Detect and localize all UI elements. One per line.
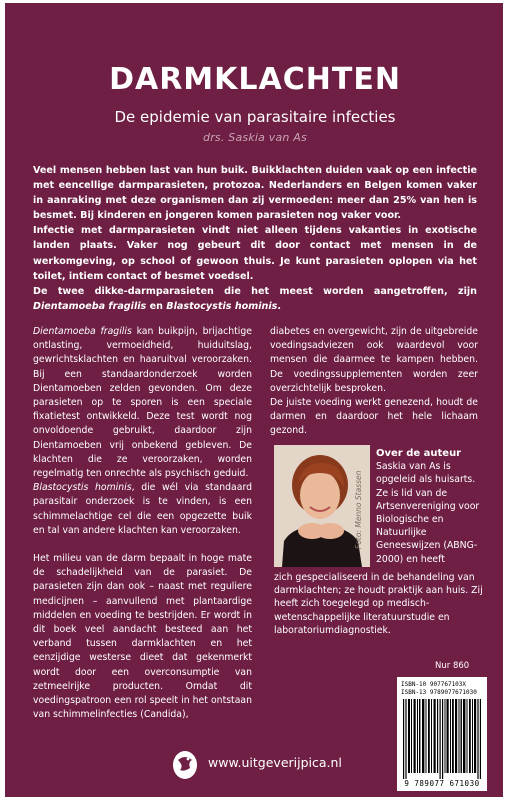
nur-code: Nur 860 — [435, 661, 470, 671]
intro-p3-and: en — [146, 300, 167, 312]
intro-p3-text: De twee dikke-darmparasieten die het meest worden aangetroffen, zijn — [33, 285, 477, 297]
paragraph-gap — [33, 538, 252, 552]
publisher-website-link[interactable]: www.uitgeverijpica.nl — [208, 755, 342, 770]
intro-p3-species-2: Blastocystis hominis — [166, 300, 278, 312]
photo-credit: Foto: Menno Stassen — [354, 470, 363, 550]
isbn-13: ISBN-13 9789077671030 — [401, 689, 477, 696]
left-p2-text: , die wél via standaard parasitair onderzoek is te vinden, is een schimmelachtige cel die een opgezette buik en tal van andere klachten kan veroorzaken. — [33, 482, 253, 536]
species-blastocystis: Blastocystis hominis — [33, 482, 132, 494]
left-paragraph-1 — [33, 325, 252, 481]
species-dientamoeba: Dientamoeba fragilis — [33, 326, 132, 337]
left-p1-text: kan buikpijn, brijachtige ontlasting, vermoeidheid, huiduitslag, gewrichtsklachten en haaruitval veroorzaken. Bij een standaardonderzoek worden Dientamoeben zelden gevonden. Om deze parasieten op te sporen is een speciale fixatietest ontwikkeld. Deze test wordt nog onvoldoende gebruikt, daardoor zijn Dientamoeben vrij onbekend gebleven. De klachten die ze veroorzaken, worden regelmatig ten onrechte als psychisch geduid. — [33, 326, 253, 480]
barcode-bars — [403, 699, 481, 779]
book-title: DARMKLACHTEN — [109, 62, 401, 97]
isbn-barcode — [397, 677, 487, 791]
about-author-text: Saskia van As is opgeleid als huisarts. Ze is lid van de Artsenvereniging voor Biologische en Natuurlijke Geneeswijzen (ABNG-2000) en heeft — [376, 461, 480, 565]
isbn-10: ISBN-10 907767103X — [401, 681, 467, 688]
about-author-title: Over de auteur — [376, 448, 462, 459]
right-column — [270, 325, 478, 439]
intro-text — [33, 163, 477, 314]
intro-paragraph-3 — [33, 284, 477, 314]
left-paragraph-2 — [33, 481, 252, 538]
intro-paragraph-2: Infectie met darmparasieten vindt niet alleen tijdens vakanties in exotische landen plaats. Vaker nog gebeurt dit door contact met mensen in de werkomgeving, op school of gewoon thuis. Je kunt parasieten oplopen via het toilet, intiem contact of besmet voedsel. — [33, 225, 477, 282]
about-author-continued: zich gespecialiseerd in de behandeling van darmklachten; ze houdt praktijk aan huis. Zij heeft zich toegelegd op medisch-wetenschappelijke literatuurstudie en laboratoriumdiagnostiek. — [274, 572, 483, 636]
intro-p3-species-1: Dientamoeba fragilis — [33, 300, 147, 312]
right-paragraph-2: De juiste voeding werkt genezend, houdt de darmen en daardoor het hele lichaam gezond. — [270, 397, 478, 437]
about-author — [376, 447, 484, 566]
intro-p3-end: . — [277, 300, 282, 312]
intro-paragraph-1: Veel mensen hebben last van hun buik. Buikklachten duiden vaak op een infectie met eencellige darmparasieten, protozoa. Nederlanders en Belgen komen vaker in aanraking met deze organismen dan zij vermoeden: meer dan 25% van hen is besmet. Bij kinderen en jongeren komen parasieten nog vaker voor. — [33, 165, 477, 222]
left-paragraph-3: Het milieu van de darm bepaalt in hoge mate de schadelijkheid van de parasiet. De parasieten zijn dan ook – naast met reguliere medicijnen – aanvullend met plantaardige middelen en voeding te bestrijden. Er wordt in dit boek veel aandacht besteed aan het verband tussen darmklachten en het eenzijdige westerse dieet dat gekenmerkt wordt door een overconsumptie van zetmeelrijke producten. Omdat dit voedingspatroon een rol speelt in het ontstaan van schimmelinfecties (Candida), — [33, 553, 252, 721]
left-column — [33, 325, 252, 722]
barcode-number: 9 789077 671030 — [404, 779, 480, 788]
author-byline: drs. Saskia van As — [203, 131, 307, 144]
right-paragraph-1: diabetes en overgewicht, zijn de uitgebreide voedingsadviezen ook waardevol voor mensen die daarmee te kampen hebben. De voedingssupplementen worden zeer overzichtelijk besproken. — [270, 326, 478, 394]
pica-bird-logo-icon — [172, 750, 198, 780]
book-subtitle: De epidemie van parasitaire infecties — [114, 108, 396, 126]
